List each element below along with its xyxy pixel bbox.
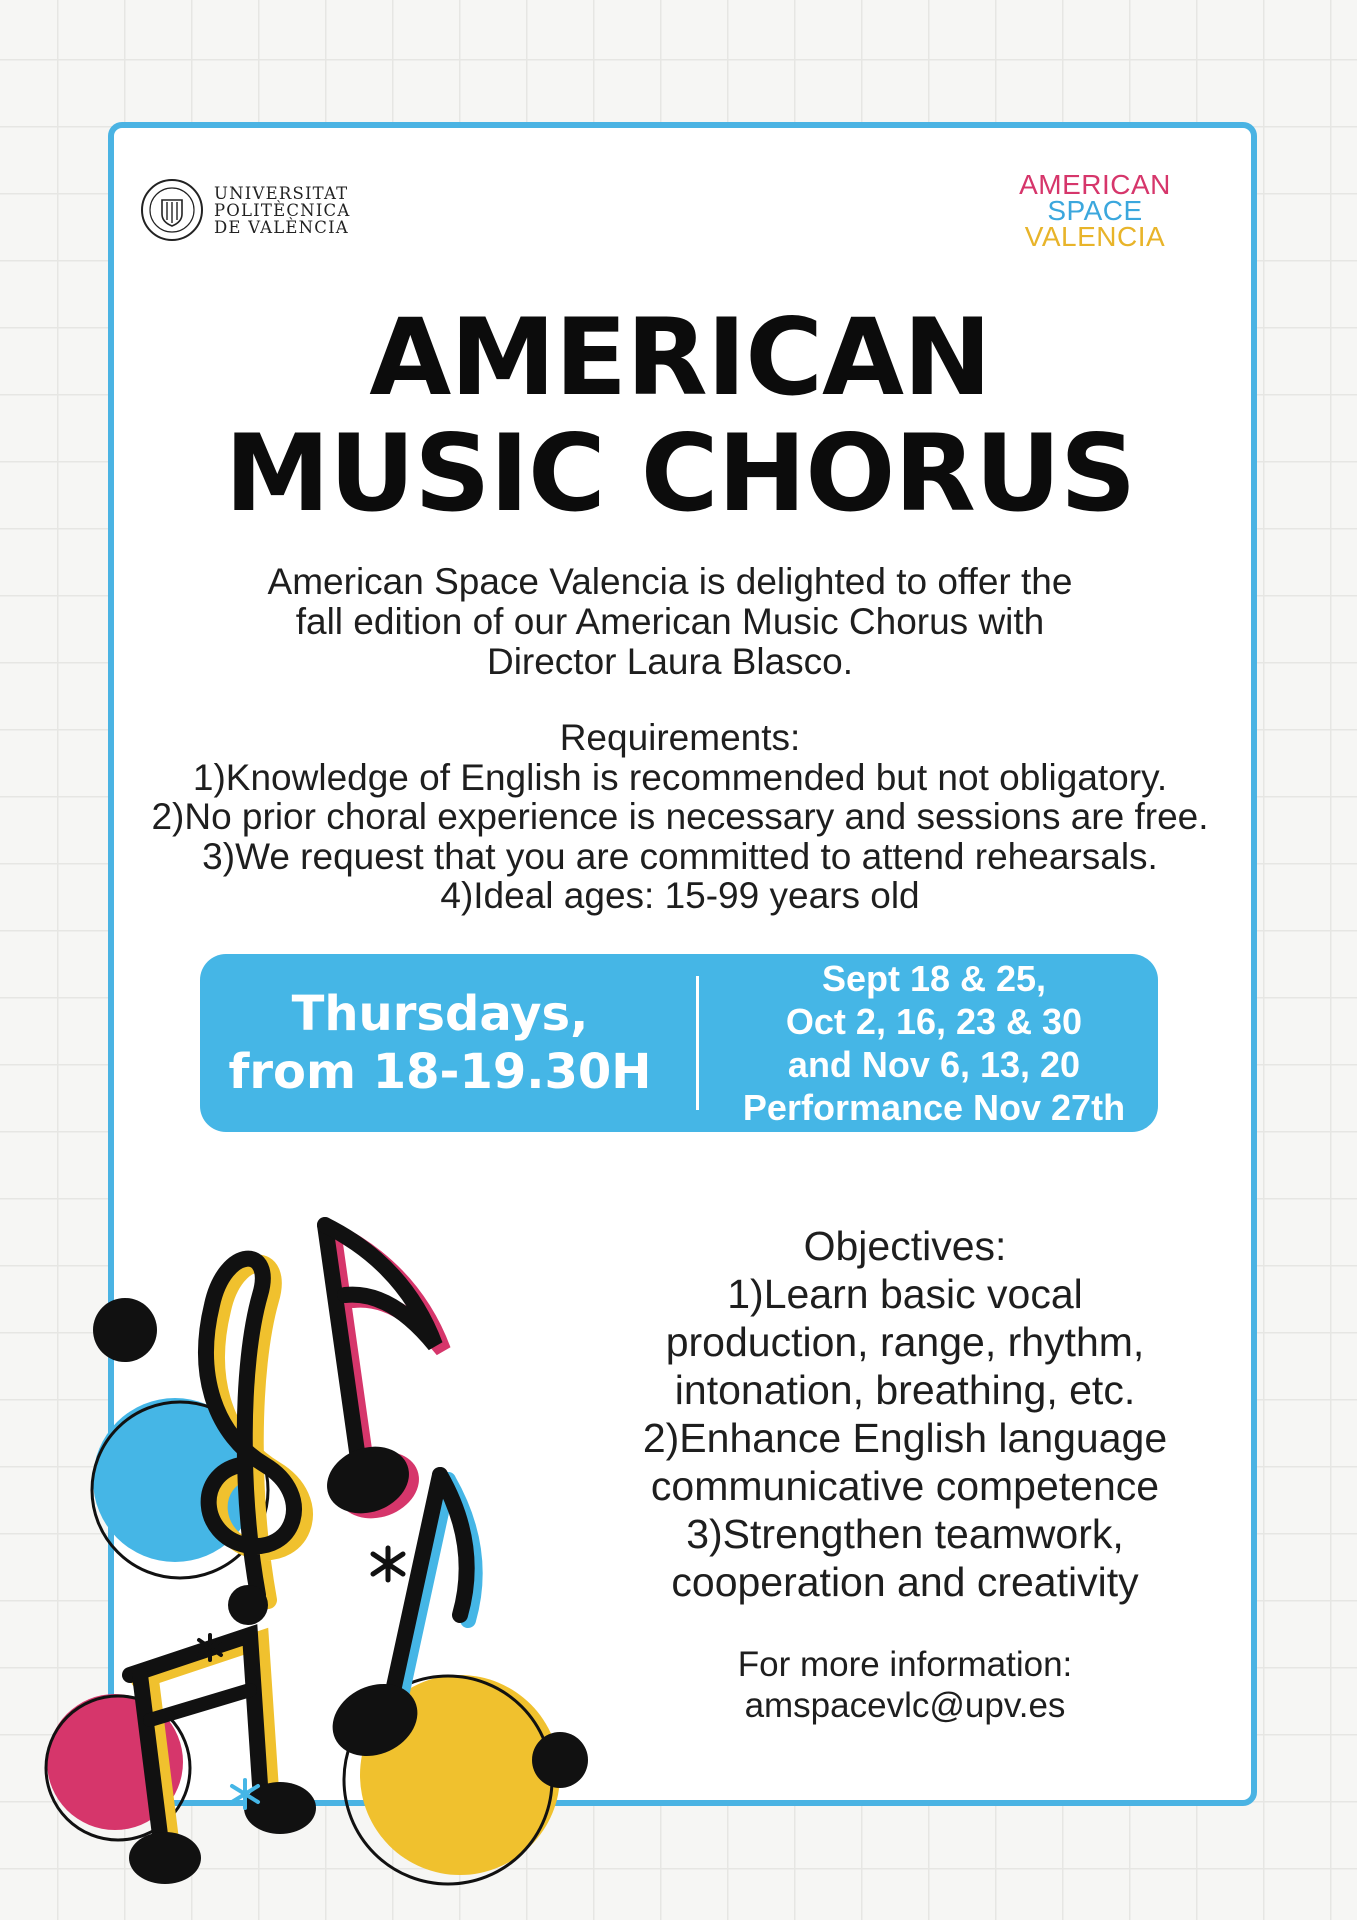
upv-line: POLITÈCNICA: [214, 200, 351, 220]
schedule-date-line: and Nov 6, 13, 20: [787, 1044, 1081, 1085]
objectives-section: [600, 1222, 1210, 1606]
eighth-note-icon: [318, 1225, 443, 1529]
schedule-time: [200, 954, 680, 1132]
schedule-day: Thursdays,: [291, 986, 589, 1042]
objective-line: 3)Strengthen teamwork,: [686, 1511, 1124, 1557]
objective-line: 2)Enhance English language: [642, 1415, 1168, 1461]
schedule-banner: [200, 954, 1158, 1132]
schedule-date-line: Performance Nov 27th: [742, 1087, 1126, 1128]
objective-line: production, range, rhythm,: [665, 1319, 1145, 1365]
title-line-1: AMERICAN: [369, 296, 991, 419]
intro-line: American Space Valencia is delighted to offer the: [267, 561, 1073, 602]
music-notes-illustration: [0, 1140, 680, 1920]
upv-line: DE VALÈNCIA: [214, 217, 349, 237]
schedule-divider: [696, 976, 699, 1110]
upv-logo: [140, 178, 350, 242]
intro-line: Director Laura Blasco.: [486, 641, 854, 682]
contact-section: [640, 1644, 1170, 1726]
objective-line: intonation, breathing, etc.: [674, 1367, 1136, 1413]
intro-paragraph: [200, 562, 1140, 682]
requirement-item: 3)We request that you are committed to attend rehearsals.: [202, 835, 1158, 877]
objective-line: cooperation and creativity: [671, 1559, 1139, 1605]
intro-line: fall edition of our American Music Chorus with: [295, 601, 1045, 642]
upv-logo-text: [214, 185, 350, 236]
objective-line: communicative competence: [650, 1463, 1160, 1509]
asv-line-valencia: VALENCIA: [1024, 221, 1166, 252]
objective-line: 1)Learn basic vocal: [727, 1271, 1083, 1317]
requirements-heading: Requirements:: [559, 717, 801, 758]
schedule-hours: from 18-19.30H: [228, 1044, 652, 1100]
contact-label: For more information:: [737, 1645, 1073, 1684]
requirements-section: [130, 718, 1230, 916]
objectives-heading: Objectives:: [803, 1223, 1007, 1269]
schedule-date-line: Oct 2, 16, 23 & 30: [785, 1001, 1083, 1042]
schedule-date-line: Sept 18 & 25,: [821, 958, 1047, 999]
beamed-note-icon: [129, 1635, 316, 1884]
university-seal-icon: [140, 178, 204, 242]
requirement-item: 4)Ideal ages: 15-99 years old: [440, 875, 920, 916]
requirement-item: 2)No prior choral experience is necessary and sessions are free.: [151, 796, 1209, 837]
black-dot-shape: [93, 1298, 157, 1362]
upv-line: UNIVERSITAT: [214, 183, 349, 203]
black-dot-shape: [532, 1732, 588, 1788]
star-icon: [373, 1548, 403, 1580]
schedule-dates: [710, 954, 1158, 1132]
contact-email[interactable]: amspacevlc@upv.es: [744, 1686, 1066, 1725]
asv-line-american: AMERICAN: [1019, 169, 1171, 200]
page-title: [150, 296, 1210, 535]
american-space-logo: [990, 169, 1200, 252]
asv-line-space: SPACE: [1047, 195, 1143, 226]
title-line-2: MUSIC CHORUS: [224, 412, 1136, 535]
requirement-item: 1)Knowledge of English is recommended but not obligatory.: [192, 756, 1168, 798]
